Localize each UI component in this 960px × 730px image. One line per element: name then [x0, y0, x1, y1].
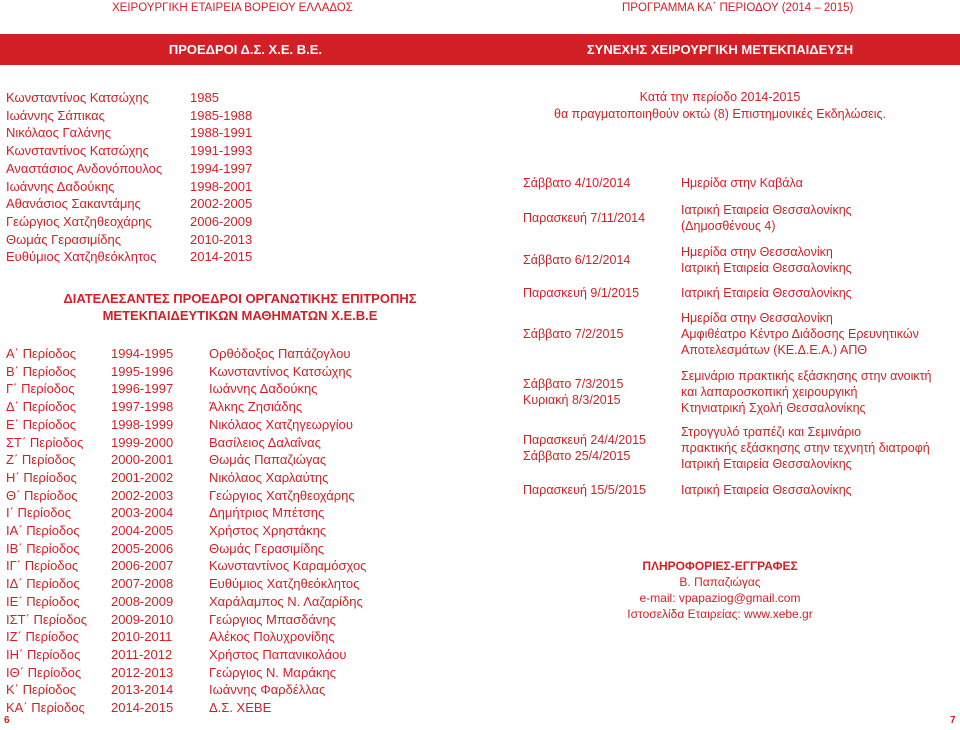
- event-item: [523, 368, 956, 416]
- period-president: Χαράλαμπος Ν. Λαζαρίδης: [209, 593, 363, 609]
- period-label: Κ΄ Περίοδος: [6, 682, 77, 698]
- period-label: Α΄ Περίοδος: [6, 346, 77, 361]
- period-label: ΙΖ΄ Περίοδος: [6, 629, 79, 645]
- event-description: Ημερίδα στην Καβάλα: [681, 176, 803, 190]
- period-president: Άλκης Ζησιάδης: [209, 399, 303, 415]
- president-row: [6, 178, 252, 196]
- right-page-number: 7: [950, 715, 956, 726]
- right-page: [480, 0, 960, 730]
- president-row: [6, 195, 252, 213]
- president-row: [6, 124, 252, 142]
- period-row: [6, 522, 366, 540]
- period-label: Δ΄ Περίοδος: [6, 399, 77, 415]
- period-row: [6, 699, 366, 717]
- president-years: 1985: [190, 90, 219, 105]
- period-president: Ορθόδοξος Παπάζογλου: [209, 346, 351, 361]
- president-years: 1998-2001: [190, 178, 253, 194]
- committee-section-title-line1: ΔΙΑΤΕΛΕΣΑΝΤΕΣ ΠΡΟΕΔΡΟΙ ΟΡΓΑΝΩΤΙΚΗΣ ΕΠΙΤΡΟΠΗΣ: [63, 291, 417, 306]
- education-banner: [480, 34, 960, 65]
- period-label: ΙΑ΄ Περίοδος: [6, 523, 80, 539]
- event-item: [523, 175, 956, 191]
- president-years: 1991-1993: [190, 143, 253, 159]
- period-years: 2002-2003: [111, 487, 174, 503]
- period-row: [6, 611, 366, 629]
- education-banner-title: ΣΥΝΕΧΗΣ ΧΕΙΡΟΥΡΓΙΚΗ ΜΕΤΕΚΠΑΙΔΕΥΣΗ: [586, 42, 854, 57]
- president-name: Κωνσταντίνος Κατσώχης: [6, 90, 149, 105]
- president-years: 1985-1988: [190, 107, 253, 123]
- event-date: Παρασκευή 15/5/2015: [523, 483, 646, 497]
- period-president: Νικόλαος Χαρλαύτης: [209, 469, 329, 485]
- period-row: [6, 469, 366, 487]
- period-row: [6, 380, 366, 398]
- president-years: 2010-2013: [190, 231, 253, 247]
- period-label: ΙΣΤ΄ Περίοδος: [6, 611, 87, 627]
- presidents-banner-title: ΠΡΟΕΔΡΟΙ Δ.Σ. Χ.Ε. Β.Ε.: [168, 42, 322, 57]
- period-row: [6, 681, 366, 699]
- period-label: ΙΒ΄ Περίοδος: [6, 540, 80, 556]
- contact-email[interactable]: e-mail: vpapaziog@gmail.com: [639, 591, 801, 605]
- president-years: 1994-1997: [190, 160, 253, 176]
- president-row: [6, 160, 252, 178]
- president-name: Γεώργιος Χατζηθεοχάρης: [6, 213, 152, 229]
- period-president: Ιωάννης Φαρδέλλας: [209, 682, 326, 698]
- period-years: 2012-2013: [111, 664, 174, 680]
- president-name: Θωμάς Γερασιμίδης: [6, 231, 122, 247]
- period-label: Β΄ Περίοδος: [6, 363, 77, 379]
- period-label: Η΄ Περίοδος: [6, 469, 77, 485]
- period-row: [6, 575, 366, 593]
- president-row: [6, 107, 252, 125]
- period-label: Ε΄ Περίοδος: [6, 416, 77, 432]
- period-label: ΚΑ΄ Περίοδος: [6, 700, 85, 716]
- event-date: Σάββατο 6/12/2014: [523, 253, 631, 267]
- period-years: 2008-2009: [111, 593, 174, 609]
- president-row: [6, 142, 252, 160]
- event-description: Ημερίδα στην Θεσσαλονίκη Ιατρική Εταιρεία Θεσσαλονίκης: [681, 245, 852, 275]
- period-president: Ευθύμιος Χατζηθεόκλητος: [209, 576, 360, 592]
- president-name: Κωνσταντίνος Κατσώχης: [6, 143, 149, 159]
- president-years: 2006-2009: [190, 213, 253, 229]
- period-years: 2001-2002: [111, 469, 174, 485]
- period-label: Ζ΄ Περίοδος: [6, 452, 76, 468]
- event-description: Ιατρική Εταιρεία Θεσσαλονίκης (Δημοσθένους 4): [681, 203, 852, 233]
- event-item: [523, 424, 956, 472]
- president-row: [6, 248, 252, 266]
- event-item: [523, 285, 956, 301]
- period-president: Κωνσταντίνος Κατσώχης: [209, 363, 352, 379]
- right-running-header: ΠΡΟΓΡΑΜΜΑ ΚΑ΄ ΠΕΡΙΟΔΟΥ (2014 – 2015): [622, 2, 854, 14]
- period-row: [6, 628, 366, 646]
- presidents-list: [6, 89, 252, 266]
- period-years: 2011-2012: [111, 646, 173, 662]
- president-years: 2002-2005: [190, 196, 253, 212]
- period-president: Θωμάς Γερασιμίδης: [209, 540, 325, 556]
- president-name: Ιωάννης Δαδούκης: [6, 178, 115, 194]
- period-label: ΙΓ΄ Περίοδος: [6, 558, 79, 574]
- period-row: [6, 363, 366, 381]
- period-president: Γεώργιος Μπασδάνης: [209, 611, 336, 627]
- period-label: ΙΘ΄ Περίοδος: [6, 664, 82, 680]
- event-description: Ιατρική Εταιρεία Θεσσαλονίκης: [681, 286, 852, 300]
- event-description: Στρογγυλό τραπέζι και Σεμινάριο πρακτικής εξάσκησης στην τεχνητή διατροφή Ιατρική Εταιρεία Θεσσαλονίκης: [681, 425, 930, 471]
- period-years: 2007-2008: [111, 576, 174, 592]
- period-president: Χρήστος Παπανικολάου: [209, 646, 347, 662]
- event-description: Ημερίδα στην Θεσσαλονίκη Αμφιθέατρο Κέντρο Διάδοσης Ερευνητικών Αποτελεσμάτων (ΚΕ.Δ.Ε.Α.) ΑΠΘ: [681, 311, 919, 357]
- period-years: 1994-1995: [111, 346, 174, 361]
- period-label: ΙΔ΄ Περίοδος: [6, 576, 80, 592]
- president-name: Ευθύμιος Χατζηθεόκλητος: [6, 249, 157, 265]
- period-row: [6, 398, 366, 416]
- event-date: Σάββατο 4/10/2014: [523, 176, 631, 190]
- period-president: Αλέκος Πολυχρονίδης: [209, 629, 335, 645]
- program-intro-line1: Κατά την περίοδο 2014-2015: [639, 90, 801, 104]
- program-intro: [480, 89, 960, 123]
- period-label: Γ΄ Περίοδος: [6, 381, 75, 397]
- period-years: 1998-1999: [111, 416, 174, 432]
- president-name: Αθανάσιος Σακαντάμης: [6, 196, 141, 212]
- program-intro-line2: θα πραγματοποιηθούν οκτώ (8) Επιστημονικές Εκδηλώσεις.: [554, 107, 886, 121]
- period-president: Θωμάς Παπαζιώγας: [209, 452, 327, 468]
- president-years: 2014-2015: [190, 249, 253, 265]
- president-row: [6, 89, 252, 107]
- event-date: Σάββατο 7/3/2015 Κυριακή 8/3/2015: [523, 377, 624, 407]
- period-row: [6, 664, 366, 682]
- period-years: 2013-2014: [111, 682, 174, 698]
- period-years: 2003-2004: [111, 505, 174, 521]
- period-years: 2004-2005: [111, 523, 174, 539]
- period-row: [6, 487, 366, 505]
- period-president: Χρήστος Χρηστάκης: [209, 523, 327, 539]
- period-row: [6, 345, 366, 363]
- period-president: Ιωάννης Δαδούκης: [209, 381, 318, 397]
- event-item: [523, 310, 956, 358]
- contact-block: [480, 558, 960, 622]
- president-years: 1988-1991: [190, 125, 253, 141]
- period-row: [6, 504, 366, 522]
- left-page-number: 6: [4, 715, 10, 726]
- period-row: [6, 434, 366, 452]
- period-label: ΙΗ΄ Περίοδος: [6, 646, 81, 662]
- period-president: Γεώργιος Χατζηθεοχάρης: [209, 487, 355, 503]
- event-date: Σάββατο 7/2/2015: [523, 327, 624, 341]
- committee-section-title: [0, 290, 480, 324]
- event-item: [523, 482, 956, 498]
- president-row: [6, 231, 252, 249]
- period-label: Ι΄ Περίοδος: [6, 505, 71, 521]
- committee-section-title-line2: ΜΕΤΕΚΠΑΙΔΕΥΤΙΚΩΝ ΜΑΘΗΜΑΤΩΝ Χ.Ε.Β.Ε: [102, 308, 378, 323]
- president-name: Αναστάσιος Ανδονόπουλος: [6, 160, 163, 176]
- period-president: Κωνσταντίνος Καραμόσχος: [209, 558, 367, 574]
- period-years: 2010-2011: [111, 629, 173, 645]
- periods-list: [6, 345, 366, 717]
- period-president: Γεώργιος Ν. Μαράκης: [209, 664, 336, 680]
- period-years: 1995-1996: [111, 363, 174, 379]
- event-item: [523, 202, 956, 234]
- period-row: [6, 416, 366, 434]
- president-name: Νικόλαος Γαλάνης: [6, 125, 112, 141]
- president-name: Ιωάννης Σάπικας: [6, 107, 105, 123]
- presidents-banner: [0, 34, 480, 65]
- event-date: Παρασκευή 24/4/2015 Σάββατο 25/4/2015: [523, 433, 646, 463]
- period-president: Νικόλαος Χατζηγεωργίου: [209, 416, 353, 432]
- period-years: 2014-2015: [111, 700, 174, 716]
- period-president: Δ.Σ. ΧΕΒΕ: [209, 700, 272, 716]
- event-description: Ιατρική Εταιρεία Θεσσαλονίκης: [681, 483, 852, 497]
- period-row: [6, 540, 366, 558]
- period-president: Βασίλειος Δαλαΐνας: [209, 434, 321, 450]
- period-row: [6, 646, 366, 664]
- period-years: 1996-1997: [111, 381, 174, 397]
- contact-title: ΠΛΗΡΟΦΟΡΙΕΣ-ΕΓΓΡΑΦΕΣ: [642, 559, 798, 573]
- event-item: [523, 244, 956, 276]
- period-row: [6, 593, 366, 611]
- event-description: Σεμινάριο πρακτικής εξάσκησης στην ανοικτή και λαπαροσκοπική χειρουργική Κτηνιατρική Σχολή Θεσσαλονίκης: [681, 369, 932, 415]
- period-label: ΙΕ΄ Περίοδος: [6, 593, 80, 609]
- period-row: [6, 557, 366, 575]
- president-row: [6, 213, 252, 231]
- contact-person: Β. Παπαζιώγας: [679, 575, 761, 589]
- period-years: 2000-2001: [111, 452, 174, 468]
- period-label: ΣΤ΄ Περίοδος: [6, 434, 84, 450]
- period-years: 2009-2010: [111, 611, 174, 627]
- period-label: Θ΄ Περίοδος: [6, 487, 78, 503]
- period-years: 1997-1998: [111, 399, 174, 415]
- period-president: Δημήτριος Μπέτσης: [209, 505, 325, 521]
- period-row: [6, 451, 366, 469]
- event-date: Παρασκευή 9/1/2015: [523, 286, 640, 300]
- contact-website[interactable]: Ιστοσελίδα Εταιρείας: www.xebe.gr: [627, 607, 813, 621]
- period-years: 2005-2006: [111, 540, 174, 556]
- period-years: 2006-2007: [111, 558, 174, 574]
- left-running-header: ΧΕΙΡΟΥΡΓΙΚΗ ΕΤΑΙΡΕΙΑ ΒΟΡΕΙΟΥ ΕΛΛΑΔΟΣ: [112, 2, 353, 14]
- event-date: Παρασκευή 7/11/2014: [523, 211, 646, 225]
- period-years: 1999-2000: [111, 434, 174, 450]
